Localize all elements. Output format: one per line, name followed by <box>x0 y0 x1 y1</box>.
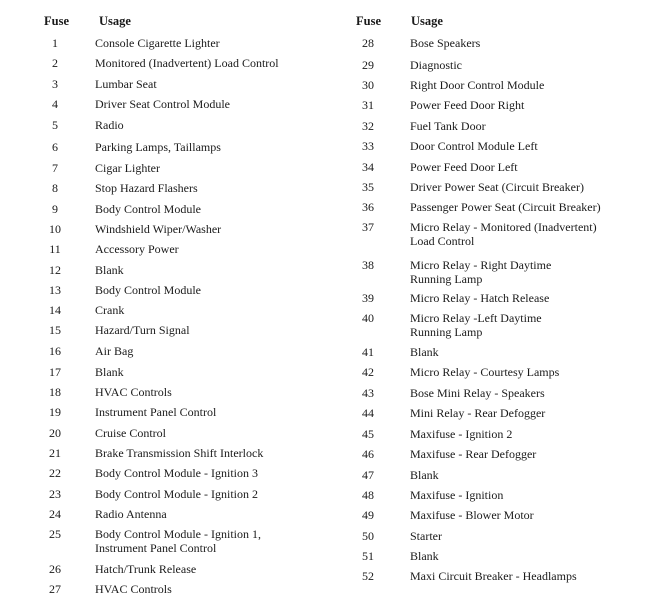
fuse-usage <box>95 323 190 337</box>
usage-line: Cigar Lighter <box>95 161 160 175</box>
fuse-number: 24 <box>49 507 61 521</box>
fuse-number: 12 <box>49 263 61 277</box>
usage-line: Right Door Control Module <box>410 78 545 92</box>
fuse-number: 45 <box>362 427 374 441</box>
fuse-usage <box>410 58 462 72</box>
fuse-number: 13 <box>49 283 61 297</box>
fuse-usage <box>95 202 201 216</box>
usage-line: Door Control Module Left <box>410 139 538 153</box>
fuse-usage <box>95 426 166 440</box>
fuse-usage <box>410 139 538 153</box>
usage-line: Body Control Module <box>95 283 202 297</box>
fuse-number: 1 <box>52 36 58 50</box>
fuse-usage <box>95 283 201 297</box>
fuse-usage <box>95 466 258 480</box>
fuse-number: 7 <box>52 161 58 175</box>
fuse-usage <box>410 386 545 400</box>
usage-line: Windshield Wiper/Washer <box>95 222 222 236</box>
fuse-usage <box>95 56 279 70</box>
fuse-usage <box>410 258 551 286</box>
usage-line: Power Feed Door Left <box>410 160 518 174</box>
fuse-number: 3 <box>52 77 58 91</box>
usage-line: Hatch/Trunk Release <box>95 562 197 576</box>
fuse-number: 9 <box>52 202 58 216</box>
usage-line: Micro Relay - Right Daytime <box>410 258 552 272</box>
fuse-usage <box>410 311 542 339</box>
fuse-number: 51 <box>362 549 374 563</box>
fuse-usage <box>95 140 221 154</box>
fuse-usage <box>410 447 536 461</box>
fuse-number: 21 <box>49 446 61 460</box>
fuse-number: 32 <box>362 119 374 133</box>
usage-line: Blank <box>95 365 124 379</box>
fuse-header: Fuse <box>44 14 69 28</box>
usage-line: Blank <box>95 263 124 277</box>
fuse-number: 6 <box>52 140 58 154</box>
fuse-header: Fuse <box>356 14 381 28</box>
usage-line: Console Cigarette Lighter <box>95 36 220 50</box>
fuse-usage <box>410 365 559 379</box>
usage-line: Micro Relay - Courtesy Lamps <box>410 365 560 379</box>
usage-line: Blank <box>410 468 439 482</box>
usage-line: Micro Relay -Left Daytime <box>410 311 542 325</box>
fuse-usage <box>410 488 503 502</box>
fuse-usage <box>410 200 601 214</box>
fuse-number: 5 <box>52 118 58 132</box>
fuse-number: 16 <box>49 344 61 358</box>
fuse-usage <box>410 98 524 112</box>
fuse-usage <box>95 405 216 419</box>
fuse-number: 39 <box>362 291 374 305</box>
fuse-usage <box>95 582 172 596</box>
fuse-usage <box>95 97 230 111</box>
fuse-number: 43 <box>362 386 374 400</box>
usage-line: Body Control Module <box>95 202 202 216</box>
fuse-number: 8 <box>52 181 58 195</box>
fuse-number: 49 <box>362 508 374 522</box>
usage-line: Power Feed Door Right <box>410 98 525 112</box>
usage-line: Cruise Control <box>95 426 166 440</box>
fuse-usage <box>95 181 198 195</box>
usage-line: Starter <box>410 529 442 543</box>
fuse-usage <box>410 220 597 248</box>
fuse-number: 27 <box>49 582 61 596</box>
usage-line: HVAC Controls <box>95 582 172 596</box>
usage-line: Air Bag <box>95 344 134 358</box>
fuse-number: 20 <box>49 426 61 440</box>
fuse-usage <box>95 118 124 132</box>
usage-line: Body Control Module - Ignition 2 <box>95 487 258 501</box>
usage-line: Maxifuse - Rear Defogger <box>410 447 537 461</box>
usage-line: Maxifuse - Ignition 2 <box>410 427 513 441</box>
fuse-number: 15 <box>49 323 61 337</box>
usage-line: Running Lamp <box>410 325 483 339</box>
fuse-usage <box>410 36 480 50</box>
fuse-usage <box>410 569 577 583</box>
fuse-usage <box>95 562 196 576</box>
usage-line: Bose Mini Relay - Speakers <box>410 386 545 400</box>
fuse-usage <box>95 446 263 460</box>
usage-line: Bose Speakers <box>410 36 481 50</box>
fuse-number: 10 <box>49 222 61 236</box>
usage-line: Blank <box>410 549 439 563</box>
usage-line: Maxi Circuit Breaker - Headlamps <box>410 569 577 583</box>
fuse-usage <box>95 77 157 91</box>
fuse-number: 29 <box>362 58 374 72</box>
usage-line: Maxifuse - Ignition <box>410 488 504 502</box>
fuse-number: 44 <box>362 406 374 420</box>
usage-line: HVAC Controls <box>95 385 172 399</box>
fuse-number: 33 <box>362 139 374 153</box>
usage-line: Micro Relay - Monitored (Inadvertent) <box>410 220 597 234</box>
fuse-number: 22 <box>49 466 61 480</box>
fuse-number: 41 <box>362 345 374 359</box>
usage-line: Brake Transmission Shift Interlock <box>95 446 264 460</box>
fuse-usage <box>95 303 124 317</box>
fuse-number: 28 <box>362 36 374 50</box>
fuse-usage <box>410 427 512 441</box>
usage-line: Micro Relay - Hatch Release <box>410 291 550 305</box>
usage-line: Hazard/Turn Signal <box>95 323 190 337</box>
fuse-number: 30 <box>362 78 374 92</box>
usage-line: Driver Seat Control Module <box>95 97 230 111</box>
fuse-number: 37 <box>362 220 374 234</box>
fuse-number: 17 <box>49 365 61 379</box>
fuse-usage <box>95 344 133 358</box>
fuse-usage <box>95 242 179 256</box>
usage-line: Load Control <box>410 234 475 248</box>
fuse-usage <box>95 36 220 50</box>
fuse-number: 52 <box>362 569 374 583</box>
fuse-usage <box>95 385 172 399</box>
fuse-usage <box>95 365 124 379</box>
usage-header: Usage <box>99 14 131 28</box>
fuse-usage <box>95 487 258 501</box>
fuse-number: 26 <box>49 562 61 576</box>
usage-line: Instrument Panel Control <box>95 405 217 419</box>
usage-line: Running Lamp <box>410 272 483 286</box>
fuse-number: 40 <box>362 311 374 325</box>
fuse-number: 50 <box>362 529 374 543</box>
fuse-number: 31 <box>362 98 374 112</box>
fuse-number: 46 <box>362 447 374 461</box>
usage-line: Maxifuse - Blower Motor <box>410 508 534 522</box>
fuse-usage <box>95 161 160 175</box>
usage-line: Instrument Panel Control <box>95 541 217 555</box>
usage-line: Radio Antenna <box>95 507 167 521</box>
fuse-usage <box>410 406 545 420</box>
fuse-number: 11 <box>49 242 61 256</box>
fuse-usage <box>95 507 167 521</box>
usage-line: Lumbar Seat <box>95 77 157 91</box>
fuse-usage <box>410 549 439 563</box>
fuse-usage <box>410 345 439 359</box>
usage-line: Body Control Module - Ignition 3 <box>95 466 258 480</box>
fuse-usage <box>410 529 442 543</box>
fuse-usage <box>410 119 486 133</box>
usage-line: Mini Relay - Rear Defogger <box>410 406 546 420</box>
fuse-usage <box>95 263 124 277</box>
usage-line: Fuel Tank Door <box>410 119 486 133</box>
fuse-number: 25 <box>49 527 61 541</box>
fuse-usage <box>95 527 261 555</box>
usage-line: Parking Lamps, Taillamps <box>95 140 221 154</box>
usage-header: Usage <box>411 14 443 28</box>
fuse-usage <box>410 78 544 92</box>
usage-line: Driver Power Seat (Circuit Breaker) <box>410 180 584 194</box>
fuse-number: 19 <box>49 405 61 419</box>
fuse-usage <box>95 222 221 236</box>
usage-line: Accessory Power <box>95 242 179 256</box>
fuse-number: 42 <box>362 365 374 379</box>
fuse-number: 2 <box>52 56 58 70</box>
fuse-number: 34 <box>362 160 374 174</box>
usage-line: Body Control Module - Ignition 1, <box>95 527 261 541</box>
usage-line: Monitored (Inadvertent) Load Control <box>95 56 279 70</box>
usage-line: Radio <box>95 118 124 132</box>
fuse-usage <box>410 468 439 482</box>
fuse-usage <box>410 508 534 522</box>
fuse-number: 14 <box>49 303 61 317</box>
fuse-number: 4 <box>52 97 58 111</box>
usage-line: Stop Hazard Flashers <box>95 181 198 195</box>
fuse-number: 47 <box>362 468 374 482</box>
fuse-number: 48 <box>362 488 374 502</box>
fuse-usage <box>410 291 549 305</box>
fuse-number: 38 <box>362 258 374 272</box>
usage-line: Crank <box>95 303 125 317</box>
fuse-number: 35 <box>362 180 374 194</box>
fuse-number: 36 <box>362 200 374 214</box>
fuse-usage <box>410 160 518 174</box>
usage-line: Passenger Power Seat (Circuit Breaker) <box>410 200 601 214</box>
usage-line: Blank <box>410 345 439 359</box>
fuse-number: 23 <box>49 487 61 501</box>
fuse-number: 18 <box>49 385 61 399</box>
usage-line: Diagnostic <box>410 58 462 72</box>
fuse-usage <box>410 180 584 194</box>
